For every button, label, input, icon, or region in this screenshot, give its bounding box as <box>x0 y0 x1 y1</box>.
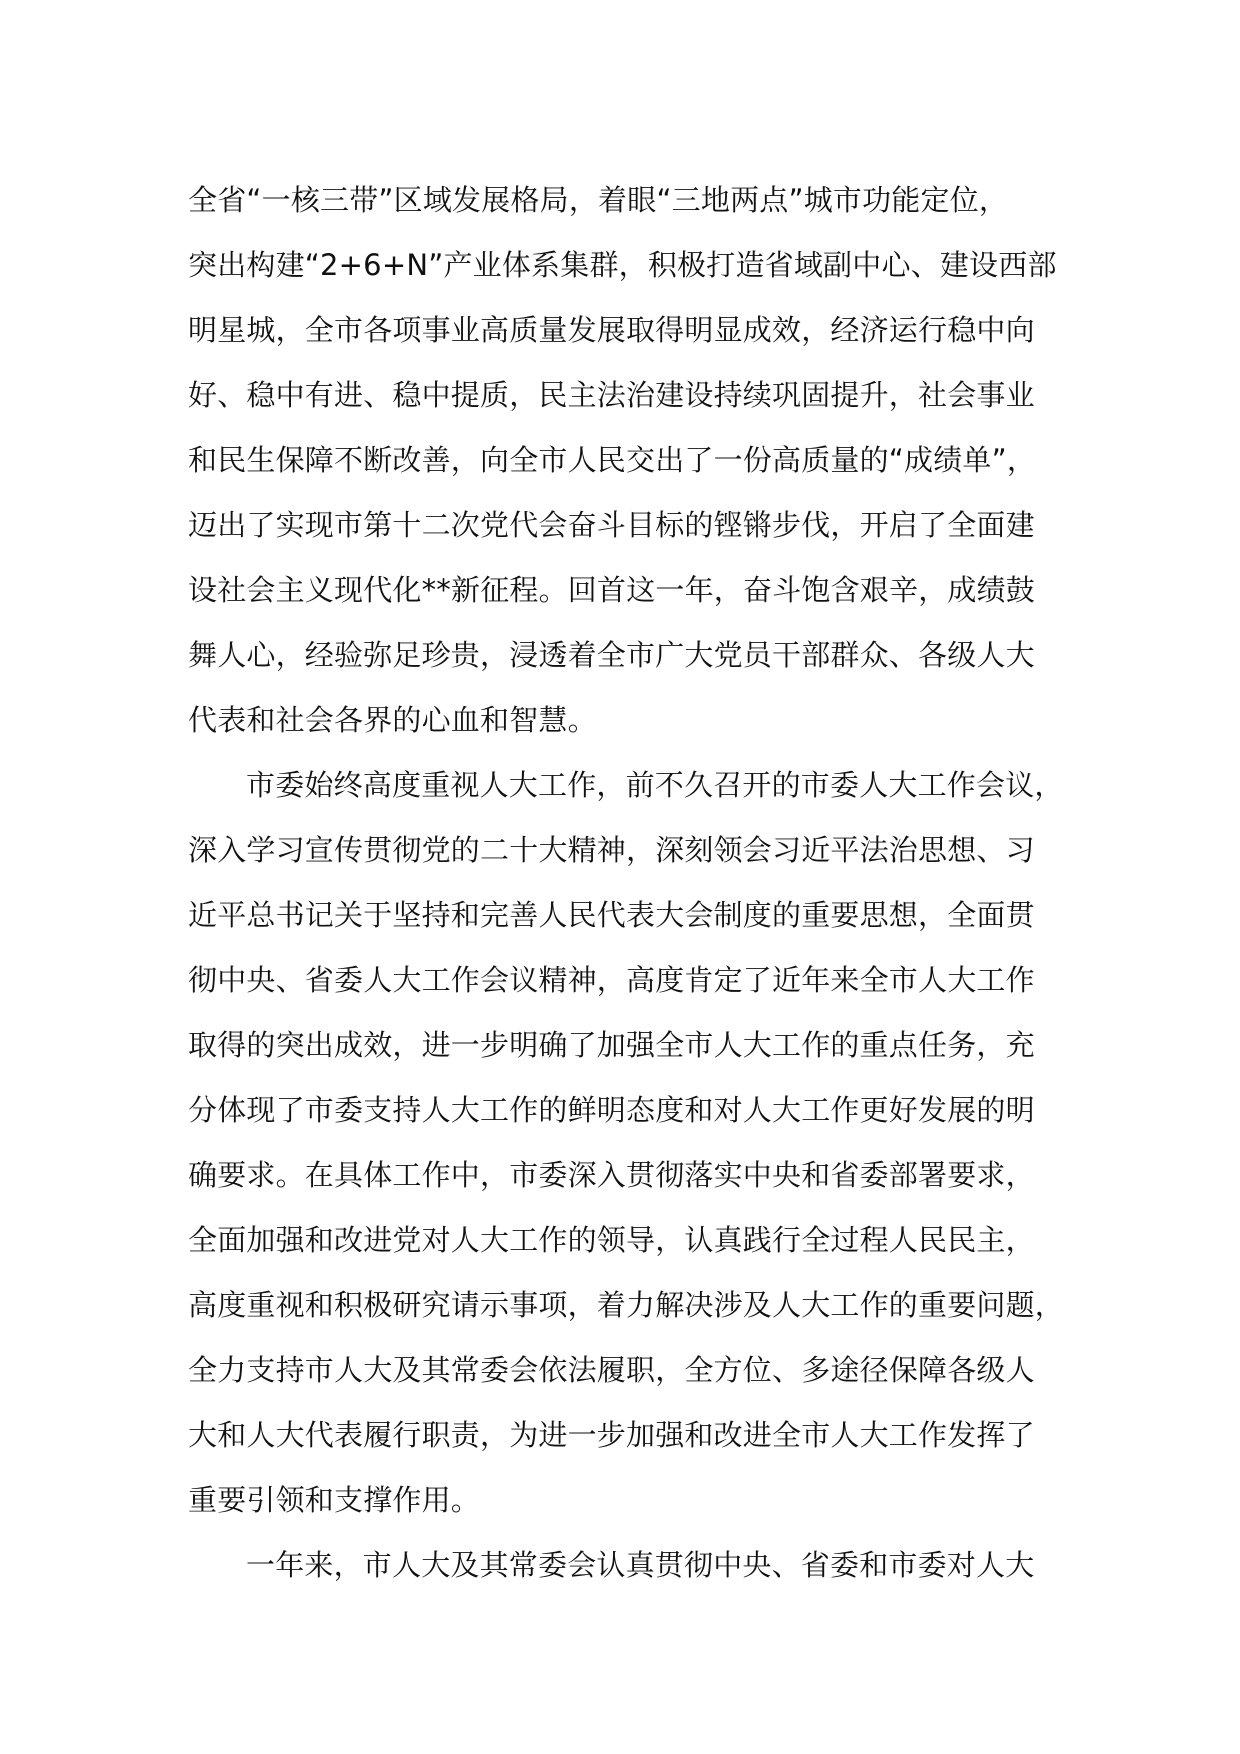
text-line: 一年来，市人大及其常委会认真贯彻中央、省委和市委对人大 <box>246 1548 1035 1582</box>
text-line: 分体现了市委支持人大工作的鲜明态度和对人大工作更好发展的明 <box>188 1093 1035 1127</box>
text-line: 彻中央、省委人大工作会议精神，高度肯定了近年来全市人大工作 <box>188 963 1035 997</box>
text-line: 确要求。在具体工作中，市委深入贯彻落实中央和省委部署要求， <box>188 1158 1035 1192</box>
text-line: 近平总书记关于坚持和完善人民代表大会制度的重要思想，全面贯 <box>188 898 1035 932</box>
text-line: 明星城，全市各项事业高质量发展取得明显成效，经济运行稳中向 <box>188 313 1035 347</box>
text-line: 高度重视和积极研究请示事项，着力解决涉及人大工作的重要问题， <box>188 1288 1065 1322</box>
paragraph-1 <box>188 168 1088 753</box>
text-line: 舞人心，经验弥足珍贵，浸透着全市广大党员干部群众、各级人大 <box>188 638 1035 672</box>
text-line: 取得的突出成效，进一步明确了加强全市人大工作的重点任务，充 <box>188 1028 1035 1062</box>
text-line: 好、稳中有进、稳中提质，民主法治建设持续巩固提升，社会事业 <box>188 378 1035 412</box>
text-line: 和民生保障不断改善，向全市人民交出了一份高质量的“成绩单”， <box>188 443 1037 477</box>
paragraph-3 <box>188 1533 1088 1598</box>
text-line: 突出构建“2+6+N”产业体系集群，积极打造省域副中心、建设西部 <box>188 248 1057 282</box>
text-line: 全省“一核三带”区域发展格局，着眼“三地两点”城市功能定位， <box>188 183 1009 217</box>
paragraph-2 <box>188 753 1088 1533</box>
text-line: 代表和社会各界的心血和智慧。 <box>188 703 597 737</box>
text-line: 深入学习宣传贯彻党的二十大精神，深刻领会习近平法治思想、习 <box>188 833 1035 867</box>
text-line: 重要引领和支撑作用。 <box>188 1483 481 1517</box>
text-line: 设社会主义现代化**新征程。回首这一年，奋斗饱含艰辛，成绩鼓 <box>188 573 1036 607</box>
text-line: 全面加强和改进党对人大工作的领导，认真践行全过程人民民主， <box>188 1223 1035 1257</box>
text-line: 大和人大代表履行职责，为进一步加强和改进全市人大工作发挥了 <box>188 1418 1035 1452</box>
text-line: 市委始终高度重视人大工作，前不久召开的市委人大工作会议， <box>246 768 1064 802</box>
document-body <box>188 168 1088 1598</box>
text-line: 迈出了实现市第十二次党代会奋斗目标的铿锵步伐，开启了全面建 <box>188 508 1035 542</box>
text-line: 全力支持市人大及其常委会依法履职，全方位、多途径保障各级人 <box>188 1353 1035 1387</box>
